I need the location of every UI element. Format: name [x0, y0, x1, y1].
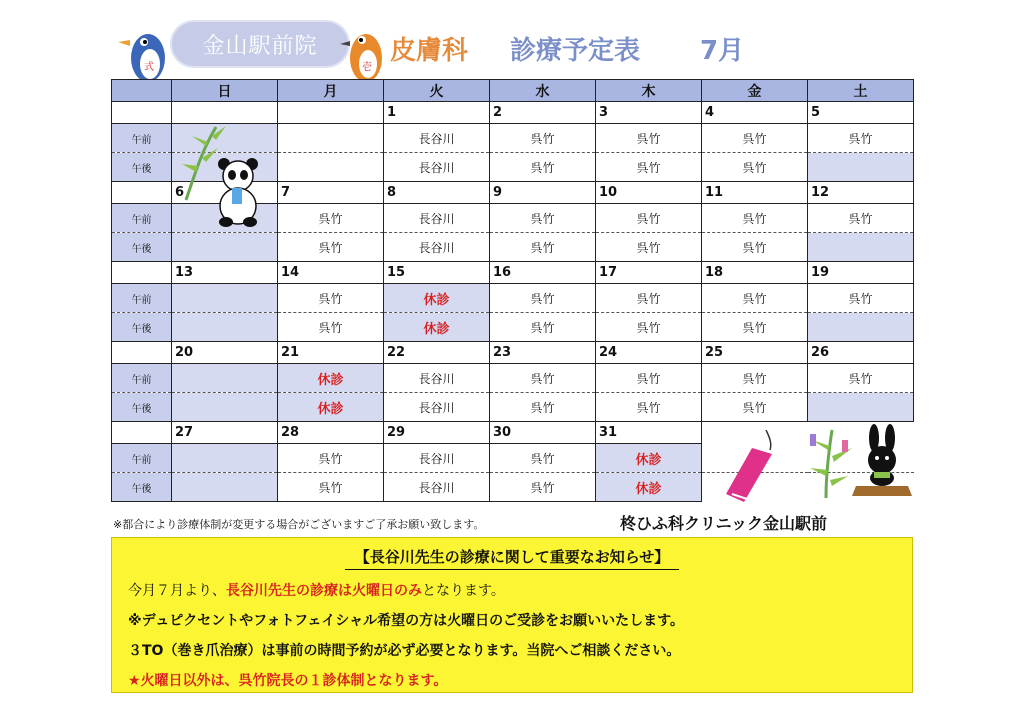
doctor-name: 呉竹 [742, 291, 767, 306]
doctor-name: 呉竹 [318, 451, 343, 466]
session-cell [384, 124, 490, 153]
session-cell [172, 233, 278, 262]
doctor-name: 呉竹 [530, 451, 555, 466]
date-cell: 30 [490, 422, 596, 444]
closed-label: 休診 [423, 321, 450, 337]
date-cell: 6 [172, 182, 278, 204]
doctor-name: 呉竹 [848, 371, 873, 386]
week-label-spacer [112, 102, 172, 124]
date-cell: 12 [808, 182, 914, 204]
department-title: 皮膚科 [390, 36, 469, 66]
weekday-header: 金 [702, 80, 808, 102]
calendar-pmrow [112, 473, 914, 502]
date-cell: 22 [384, 342, 490, 364]
date-cell: 29 [384, 422, 490, 444]
calendar-amrow [112, 444, 914, 473]
session-label: 午前 [112, 364, 172, 393]
session-cell [596, 393, 702, 422]
session-cell [172, 444, 278, 473]
closed-label: 休診 [317, 401, 344, 417]
doctor-name: 呉竹 [848, 291, 873, 306]
session-cell [278, 233, 384, 262]
doctor-name: 呉竹 [530, 240, 555, 255]
week-label-spacer [112, 422, 172, 444]
date-cell: 17 [596, 262, 702, 284]
date-cell: 20 [172, 342, 278, 364]
session-cell [490, 313, 596, 342]
weekday-header: 火 [384, 80, 490, 102]
session-cell [172, 393, 278, 422]
important-notice [111, 537, 913, 693]
session-cell [702, 284, 808, 313]
session-cell [384, 393, 490, 422]
doctor-name: 呉竹 [530, 291, 555, 306]
session-cell [490, 364, 596, 393]
date-cell: 10 [596, 182, 702, 204]
session-cell [384, 364, 490, 393]
doctor-name: 呉竹 [318, 211, 343, 226]
session-label: 午後 [112, 153, 172, 182]
date-cell: 25 [702, 342, 808, 364]
notice-line-3: ３TO（巻き爪治療）は事前の時間予約が必ず必要となります。当院へご相談ください。 [128, 643, 681, 659]
session-cell [490, 153, 596, 182]
date-cell: 27 [172, 422, 278, 444]
doctor-name: 長谷川 [418, 451, 455, 466]
doctor-name: 呉竹 [636, 371, 661, 386]
calendar-pmrow [112, 233, 914, 262]
doctor-name: 呉竹 [742, 131, 767, 146]
session-cell [808, 364, 914, 393]
week-label-spacer [112, 342, 172, 364]
session-label: 午後 [112, 473, 172, 502]
date-cell: 31 [596, 422, 702, 444]
doctor-name: 呉竹 [636, 131, 661, 146]
date-cell: 13 [172, 262, 278, 284]
date-cell: 21 [278, 342, 384, 364]
date-cell: 3 [596, 102, 702, 124]
doctor-name: 呉竹 [742, 320, 767, 335]
month-title: 7月 [700, 36, 745, 66]
closed-label: 休診 [423, 292, 450, 308]
session-cell [490, 204, 596, 233]
notice-line-1-highlight: 長谷川先生の診療は火曜日のみ [226, 583, 422, 599]
weekday-header: 日 [172, 80, 278, 102]
session-label: 午前 [112, 444, 172, 473]
doctor-name: 呉竹 [530, 160, 555, 175]
date-cell: 18 [702, 262, 808, 284]
doctor-name: 呉竹 [530, 400, 555, 415]
calendar-daterow [112, 342, 914, 364]
doctor-name: 長谷川 [418, 371, 455, 386]
session-cell [490, 284, 596, 313]
session-cell [384, 153, 490, 182]
session-cell [490, 393, 596, 422]
session-cell [702, 204, 808, 233]
week-label-spacer [112, 262, 172, 284]
session-cell [384, 233, 490, 262]
calendar-daterow [112, 422, 914, 444]
session-cell [702, 233, 808, 262]
date-cell: 11 [702, 182, 808, 204]
clinic-name: 柊ひふ科クリニック金山駅前 [620, 514, 828, 533]
session-cell [278, 124, 384, 153]
calendar-pmrow [112, 313, 914, 342]
doctor-name: 呉竹 [530, 371, 555, 386]
date-cell: 7 [278, 182, 384, 204]
session-cell [278, 204, 384, 233]
session-cell [596, 444, 702, 473]
date-cell: 16 [490, 262, 596, 284]
date-cell: 2 [490, 102, 596, 124]
session-cell [808, 204, 914, 233]
date-cell: 8 [384, 182, 490, 204]
notice-title [122, 546, 902, 570]
session-label: 午後 [112, 393, 172, 422]
doctor-name: 呉竹 [742, 240, 767, 255]
notice-title-text: 【長谷川先生の診療に関して重要なお知らせ】 [345, 546, 680, 570]
doctor-name: 呉竹 [318, 480, 343, 495]
closed-label: 休診 [635, 452, 662, 468]
session-cell [384, 473, 490, 502]
calendar-pmrow [112, 393, 914, 422]
doctor-name: 呉竹 [530, 320, 555, 335]
date-cell: 15 [384, 262, 490, 284]
doctor-name: 呉竹 [318, 320, 343, 335]
doctor-name: 呉竹 [636, 400, 661, 415]
svg-text:式: 式 [144, 62, 154, 73]
session-cell [278, 364, 384, 393]
session-cell [172, 364, 278, 393]
weekday-header: 月 [278, 80, 384, 102]
doctor-name: 呉竹 [636, 240, 661, 255]
date-cell: 23 [490, 342, 596, 364]
doctor-name: 呉竹 [742, 211, 767, 226]
session-cell [596, 284, 702, 313]
change-note: ※都合により診療体制が変更する場合がございますご了承お願い致します。 [113, 518, 485, 531]
session-cell [596, 124, 702, 153]
session-label: 午後 [112, 313, 172, 342]
session-cell [278, 284, 384, 313]
session-cell [172, 473, 278, 502]
session-cell [702, 124, 808, 153]
date-cell: 1 [384, 102, 490, 124]
session-cell [702, 313, 808, 342]
doctor-name: 長谷川 [418, 160, 455, 175]
doctor-name: 長谷川 [418, 400, 455, 415]
doctor-name: 呉竹 [636, 320, 661, 335]
session-cell [808, 393, 914, 422]
doctor-name: 呉竹 [318, 291, 343, 306]
doctor-name: 長谷川 [418, 211, 455, 226]
date-cell: 4 [702, 102, 808, 124]
session-cell [384, 284, 490, 313]
session-cell [596, 313, 702, 342]
notice-line-1 [128, 580, 902, 600]
session-cell [596, 473, 702, 502]
session-cell [278, 313, 384, 342]
session-cell [490, 444, 596, 473]
notice-line-1-start: 今月７月より、 [128, 583, 226, 599]
doctor-name: 呉竹 [742, 160, 767, 175]
doctor-name: 長谷川 [418, 131, 455, 146]
session-cell [490, 124, 596, 153]
doctor-name: 呉竹 [318, 240, 343, 255]
weekday-header: 土 [808, 80, 914, 102]
session-cell [384, 204, 490, 233]
session-label: 午前 [112, 124, 172, 153]
doctor-name: 呉竹 [636, 291, 661, 306]
closed-label: 休診 [635, 481, 662, 497]
session-cell [172, 313, 278, 342]
doctor-name: 呉竹 [848, 211, 873, 226]
date-cell: 26 [808, 342, 914, 364]
panda-tanabata-icon [212, 156, 264, 228]
session-cell [278, 153, 384, 182]
date-cell [172, 102, 278, 124]
week-label-spacer [112, 182, 172, 204]
date-cell: 19 [808, 262, 914, 284]
rabbit-tanabata-icon [852, 424, 912, 504]
doctor-name: 呉竹 [636, 160, 661, 175]
weekday-header-row [112, 80, 914, 102]
session-cell [596, 233, 702, 262]
calendar-daterow [112, 102, 914, 124]
doctor-name: 長谷川 [418, 480, 455, 495]
session-cell [808, 233, 914, 262]
session-label: 午前 [112, 284, 172, 313]
session-cell [596, 364, 702, 393]
weekday-header: 木 [596, 80, 702, 102]
doctor-name: 呉竹 [530, 480, 555, 495]
notice-line-2: ※デュピクセントやフォトフェイシャル希望の方は火曜日のご受診をお願いいたします。 [128, 613, 684, 629]
clinic-badge-text: 金山駅前院 [202, 33, 318, 59]
notice-line-1-end: となります。 [422, 583, 505, 599]
doctor-name: 呉竹 [742, 400, 767, 415]
date-cell: 28 [278, 422, 384, 444]
doctor-name: 呉竹 [848, 131, 873, 146]
corner-cell [112, 80, 172, 102]
session-cell [278, 473, 384, 502]
session-cell [702, 393, 808, 422]
session-cell [808, 284, 914, 313]
date-cell: 9 [490, 182, 596, 204]
session-cell [702, 153, 808, 182]
session-cell [490, 473, 596, 502]
calendar-amrow [112, 284, 914, 313]
clinic-badge [170, 20, 350, 68]
notice-line-4: ★火曜日以外は、呉竹院長の１診体制となります。 [128, 673, 448, 689]
tanzaku-strip-icon [718, 430, 778, 506]
date-cell: 14 [278, 262, 384, 284]
session-cell [808, 313, 914, 342]
doctor-name: 呉竹 [530, 131, 555, 146]
schedule-title: 診療予定表 [510, 36, 641, 66]
date-cell [278, 102, 384, 124]
session-label: 午前 [112, 204, 172, 233]
closed-label: 休診 [317, 372, 344, 388]
doctor-name: 呉竹 [742, 371, 767, 386]
session-cell [596, 153, 702, 182]
doctor-name: 長谷川 [418, 240, 455, 255]
svg-text:壱: 壱 [362, 62, 372, 73]
date-cell: 24 [596, 342, 702, 364]
session-label: 午後 [112, 233, 172, 262]
session-cell [384, 444, 490, 473]
session-cell [702, 364, 808, 393]
calendar-amrow [112, 364, 914, 393]
session-cell [278, 444, 384, 473]
session-cell [808, 153, 914, 182]
doctor-name: 呉竹 [636, 211, 661, 226]
weekday-header: 水 [490, 80, 596, 102]
session-cell [172, 284, 278, 313]
date-cell: 5 [808, 102, 914, 124]
session-cell [384, 313, 490, 342]
calendar-daterow [112, 262, 914, 284]
session-cell [808, 124, 914, 153]
session-cell [490, 233, 596, 262]
doctor-name: 呉竹 [530, 211, 555, 226]
session-cell [596, 204, 702, 233]
session-cell [278, 393, 384, 422]
